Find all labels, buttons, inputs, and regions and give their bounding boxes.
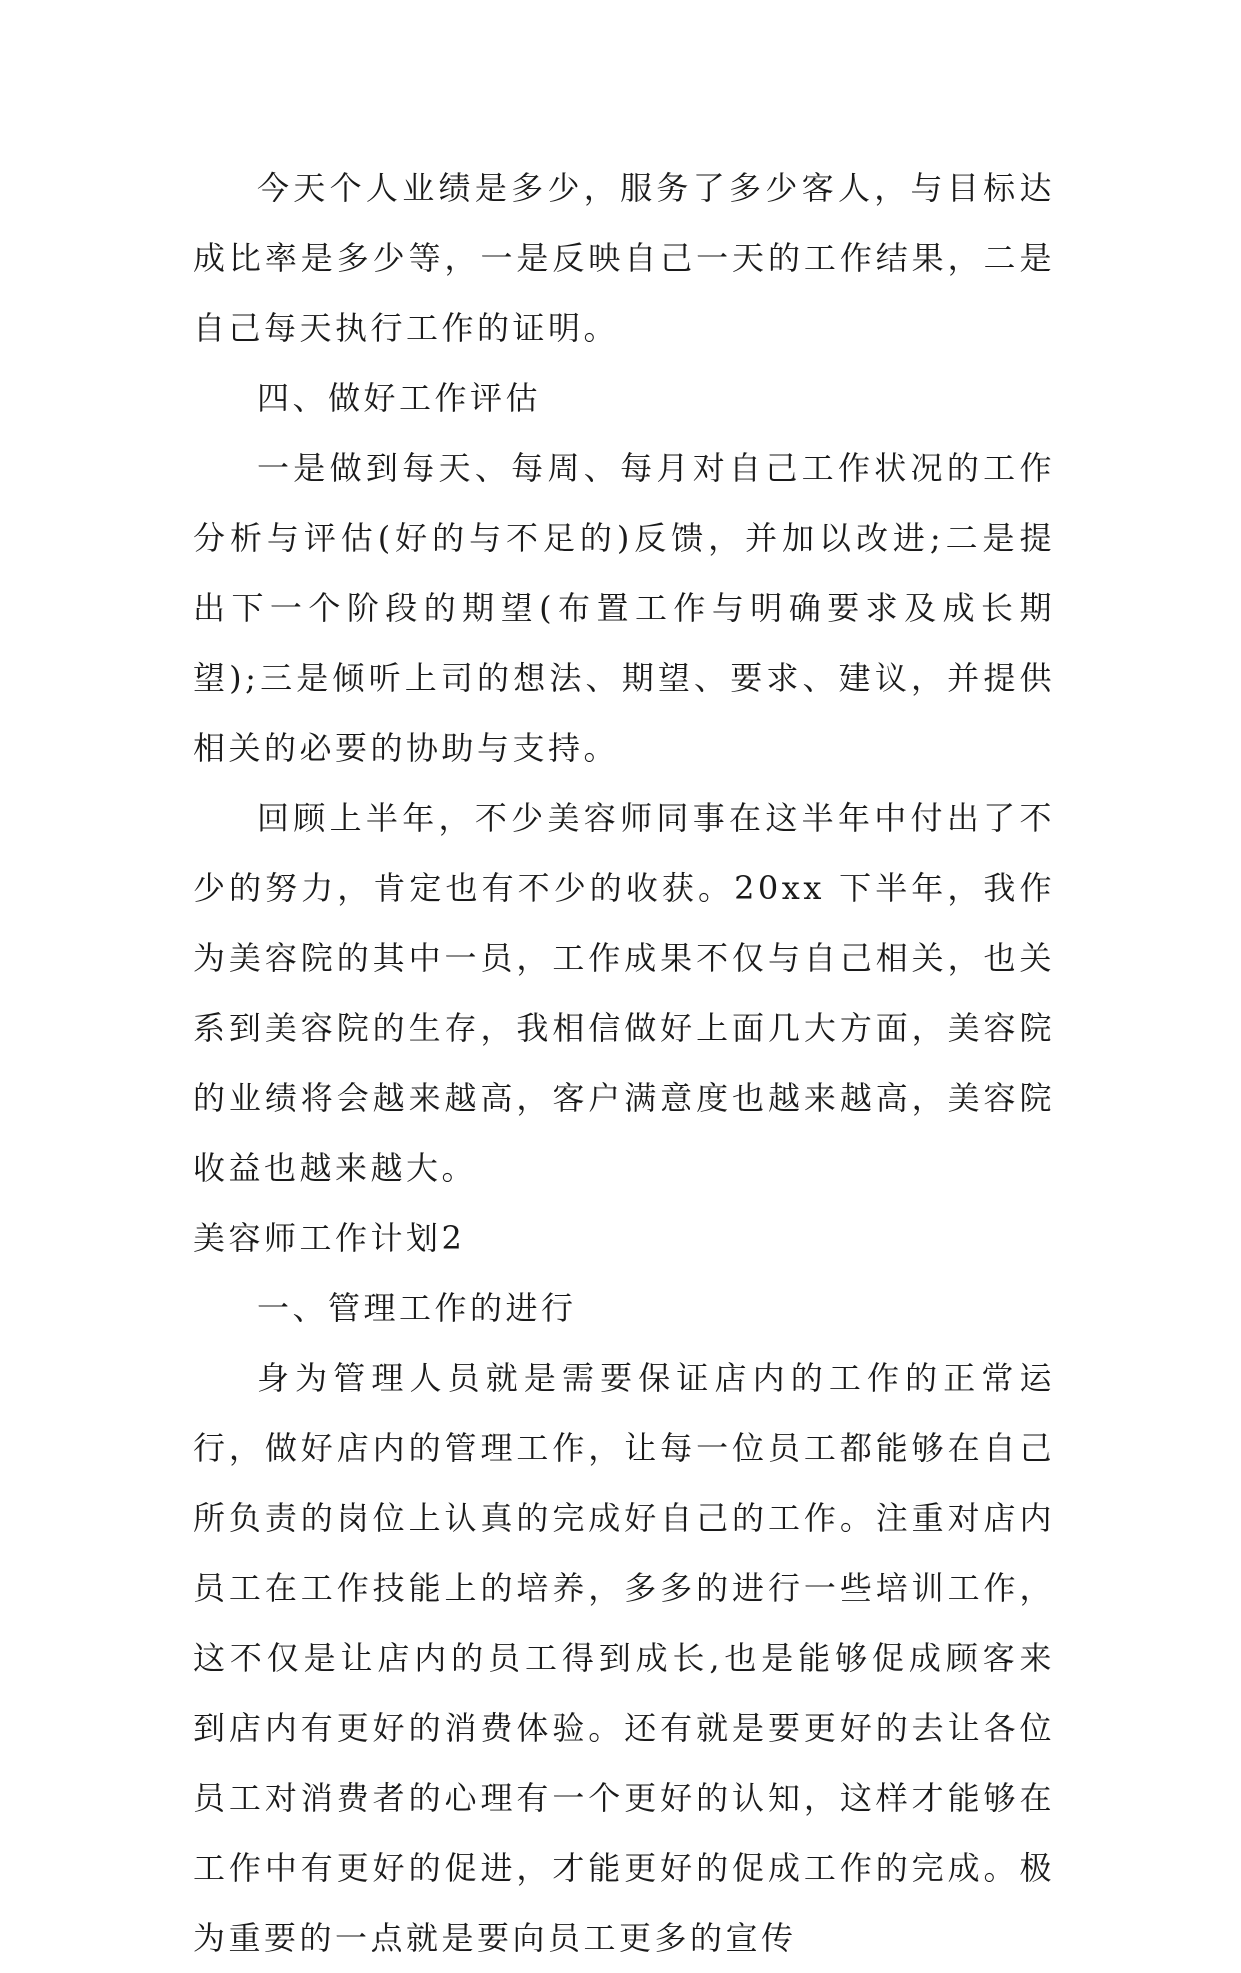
section-heading-management: 一、管理工作的进行 — [257, 1289, 577, 1327]
paragraph-performance: 今天个人业绩是多少，服务了多少客人，与目标达成比率是多少等，一是反映自己一天的工作结果，二是自己每天执行工作的证明。 — [193, 169, 1055, 347]
document-title-plan-2: 美容师工作计划2 — [193, 1219, 466, 1257]
document-body — [193, 153, 1055, 1973]
paragraph-evaluation: 一是做到每天、每周、每月对自己工作状况的工作分析与评估(好的与不足的)反馈，并加以改进;二是提出下一个阶段的期望(布置工作与明确要求及成长期望);三是倾听上司的想法、期望、要求、建议，并提供相关的必要的协助与支持。 — [193, 449, 1055, 767]
paragraph-review: 回顾上半年，不少美容师同事在这半年中付出了不少的努力，肯定也有不少的收获。20xx 下半年，我作为美容院的其中一员，工作成果不仅与自己相关，也关系到美容院的生存，我相信做好上面几大方面，美容院的业绩将会越来越高，客户满意度也越来越高，美容院收益也越来越大。 — [193, 799, 1055, 1187]
paragraph-management: 身为管理人员就是需要保证店内的工作的正常运行，做好店内的管理工作，让每一位员工都能够在自己所负责的岗位上认真的完成好自己的工作。注重对店内员工在工作技能上的培养，多多的进行一些培训工作，这不仅是让店内的员工得到成长,也是能够促成顾客来到店内有更好的消费体验。还有就是要更好的去让各位员工对消费者的心理有一个更好的认知，这样才能够在工作中有更好的促进，才能更好的促成工作的完成。极为重要的一点就是要向员工更多的宣传 — [193, 1359, 1055, 1957]
section-heading-evaluation: 四、做好工作评估 — [257, 379, 542, 417]
